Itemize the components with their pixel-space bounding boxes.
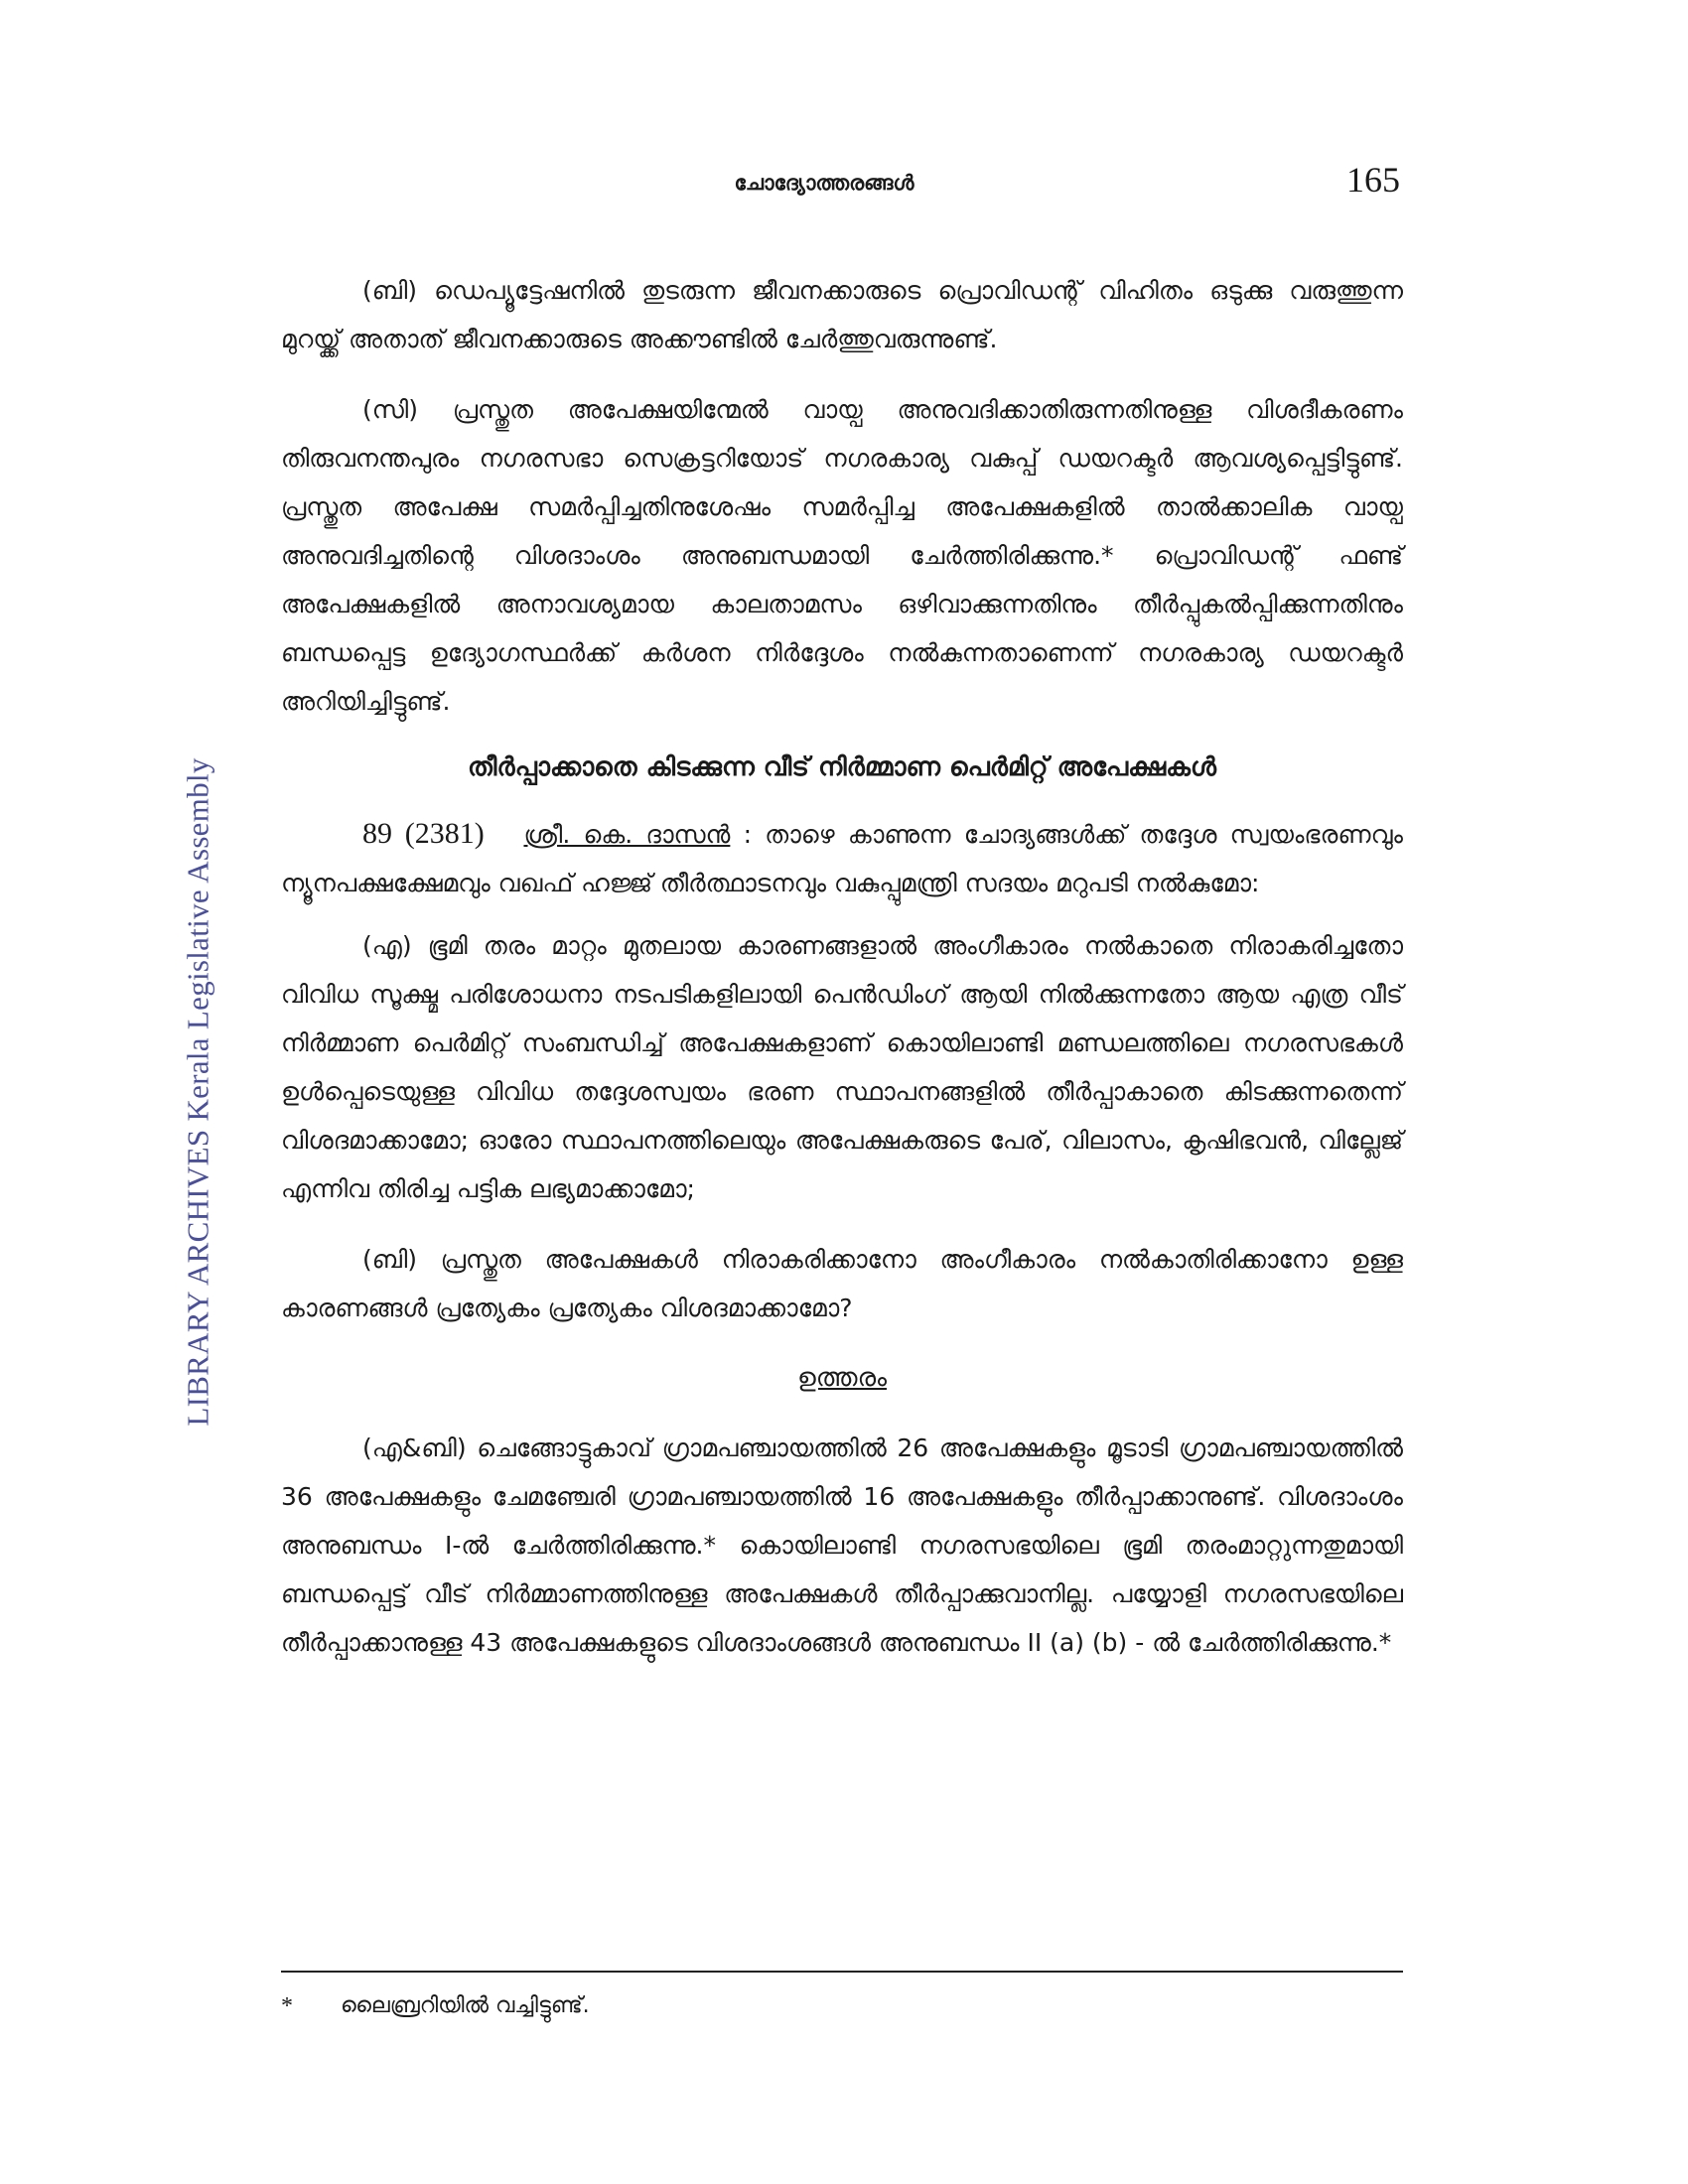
page-body [281,266,1403,1689]
running-title: ചോദ്യോത്തരങ്ങൾ [734,171,914,195]
footnote-mark: * [281,1993,293,2019]
answer-paragraph: (എ&ബി) ചെങ്ങോട്ടുകാവ് ഗ്രാമപഞ്ചായത്തിൽ 26 അപേക്ഷകളും മൂടാടി ഗ്രാമപഞ്ചായത്തിൽ 36 അപേക്ഷകളും ചേമഞ്ചേരി ഗ്രാമപഞ്ചായത്തിൽ 16 അപേക്ഷകളും തീർപ്പാക്കാനുണ്ട്. വിശദാംശം അനുബന്ധം I-ൽ ചേർത്തിരിക്കുന്നു.* കൊയിലാണ്ടി നഗരസഭയിലെ ഭൂമി തരംമാറ്റുന്നതുമായി ബന്ധപ്പെട്ട് വീട് നിർമ്മാണത്തിനുള്ള അപേക്ഷകൾ തീർപ്പാക്കുവാനില്ല. പയ്യോളി നഗരസഭയിലെ തീർപ്പാക്കാനുള്ള 43 അപേക്ഷകളുടെ വിശദാംശങ്ങൾ അനുബന്ധം II (a) (b) - ൽ ചേർത്തിരിക്കുന്നു.* [281,1433,1403,1657]
question-number: 89 (2381) [362,817,485,850]
footnote-divider [281,1971,1403,1973]
question-intro-paragraph [281,809,1403,907]
paragraph-answer-b: (ബി) ഡെപ്യൂട്ടേഷനിൽ തുടരുന്ന ജീവനക്കാരുടെ പ്രൊവിഡന്റ് വിഹിതം ഒടുക്കു വരുത്തുന്ന മുറയ്ക്ക് അതാത് ജീവനക്കാരുടെ അക്കൗണ്ടിൽ ചേർത്തുവരുന്നുണ്ട്. [281,276,1403,353]
section-heading: തീർപ്പാക്കാതെ കിടക്കുന്ന വീട് നിർമ്മാണ പെർമിറ്റ് അപേക്ഷകൾ [467,752,1217,782]
question-intro: : താഴെ കാണുന്ന ചോദ്യങ്ങൾക്ക് തദ്ദേശ സ്വയംഭരണവും ന്യൂനപക്ഷക്ഷേമവും വഖഫ് ഹജ്ജ് തീർത്ഥാടനവും വകുപ്പുമന്ത്രി സദയം മറുപടി നൽകുമോ: [281,820,1404,897]
stamp-text: LIBRARY ARCHIVES Kerala Legislative Assembly [181,757,216,1427]
footnote-text: ലൈബ്രറിയിൽ വച്ചിട്ടുണ്ട്. [341,1993,590,2018]
library-archives-stamp [167,735,230,1449]
page-number: 165 [1346,160,1400,200]
paragraph-answer-c: (സി) പ്രസ്തുത അപേക്ഷയിന്മേൽ വായ്പ അനുവദിക്കാതിരുന്നതിനുള്ള വിശദീകരണം തിരുവനന്തപുരം നഗരസഭാ സെക്രട്ടറിയോട് നഗരകാര്യ വകുപ്പ് ഡയറക്ടർ ആവശ്യപ്പെട്ടിട്ടുണ്ട്. പ്രസ്തുത അപേക്ഷ സമർപ്പിച്ചതിനുശേഷം സമർപ്പിച്ച അപേക്ഷകളിൽ താൽക്കാലിക വായ്പ അനുവദിച്ചതിന്റെ വിശദാംശം അനുബന്ധമായി ചേർത്തിരിക്കുന്നു.* പ്രൊവിഡന്റ് ഫണ്ട് അപേക്ഷകളിൽ അനാവശ്യമായ കാലതാമസം ഒഴിവാക്കുന്നതിനും തീർപ്പുകൽപ്പിക്കുന്നതിനും ബന്ധപ്പെട്ട ഉദ്യോഗസ്ഥർക്ക് കർശന നിർദ്ദേശം നൽകുന്നതാണെന്ന് നഗരകാര്യ ഡയറക്ടർ അറിയിച്ചിട്ടുണ്ട്. [281,395,1403,716]
footnote [281,1990,1403,2022]
answer-heading: ഉത്തരം [797,1363,887,1393]
question-a: (എ) ഭൂമി തരം മാറ്റം മുതലായ കാരണങ്ങളാൽ അംഗീകാരം നൽകാതെ നിരാകരിച്ചതോ വിവിധ സൂക്ഷ്മ പരിശോധനാ നടപടികളിലായി പെൻഡിംഗ് ആയി നിൽക്കുന്നതോ ആയ എത്ര വീട് നിർമ്മാണ പെർമിറ്റ് സംബന്ധിച്ച് അപേക്ഷകളാണ് കൊയിലാണ്ടി മണ്ഡലത്തിലെ നഗരസഭകൾ ഉൾപ്പെടെയുള്ള വിവിധ തദ്ദേശസ്വയം ഭരണ സ്ഥാപനങ്ങളിൽ തീർപ്പാകാതെ കിടക്കുന്നതെന്ന് വിശദമാക്കാമോ; ഓരോ സ്ഥാപനത്തിലെയും അപേക്ഷകരുടെ പേര്, വിലാസം, കൃഷിഭവൻ, വില്ലേജ് എന്നിവ തിരിച്ച പട്ടിക ലഭ്യമാക്കാമോ; [281,931,1403,1203]
question-b: (ബി) പ്രസ്തുത അപേക്ഷകൾ നിരാകരിക്കാനോ അംഗീകാരം നൽകാതിരിക്കാനോ ഉള്ള കാരണങ്ങൾ പ്രത്യേകം പ്രത്യേകം വിശദമാക്കാമോ? [281,1245,1403,1322]
member-name: ശ്രീ. കെ. ദാസൻ [523,820,731,849]
